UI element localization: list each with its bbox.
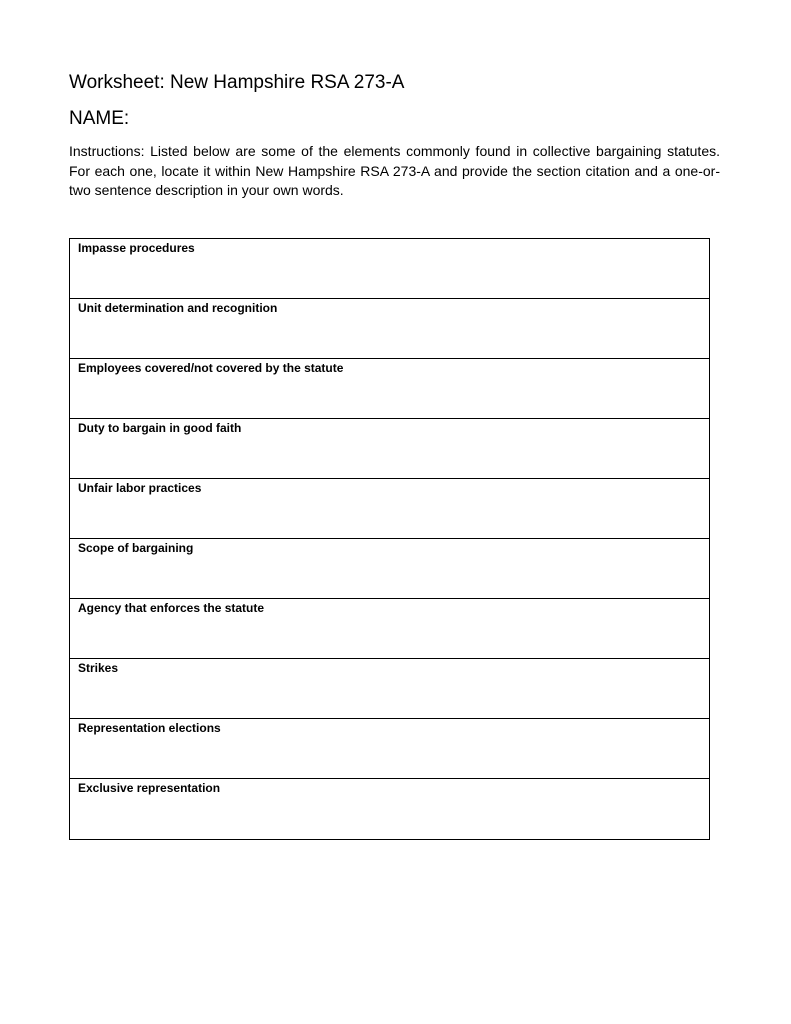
row-label: Exclusive representation: [78, 781, 221, 795]
row-label: Strikes: [78, 661, 119, 675]
table-row[interactable]: [70, 539, 709, 599]
row-label: Duty to bargain in good faith: [78, 421, 242, 435]
name-label: NAME:: [69, 108, 130, 129]
row-label: Scope of bargaining: [78, 541, 194, 555]
row-label: Representation elections: [78, 721, 221, 735]
worksheet-table: [69, 238, 710, 840]
row-label: Employees covered/not covered by the statute: [78, 361, 344, 375]
row-label: Impasse procedures: [78, 241, 195, 255]
table-row[interactable]: [70, 599, 709, 659]
table-row[interactable]: [70, 359, 709, 419]
table-row[interactable]: [70, 479, 709, 539]
row-label: Agency that enforces the statute: [78, 601, 265, 615]
table-row[interactable]: [70, 719, 709, 779]
table-row[interactable]: [70, 779, 709, 839]
table-row[interactable]: [70, 419, 709, 479]
table-row[interactable]: [70, 239, 709, 299]
row-label: Unit determination and recognition: [78, 301, 278, 315]
table-row[interactable]: [70, 299, 709, 359]
page-title: Worksheet: New Hampshire RSA 273-A: [69, 72, 405, 93]
row-label: Unfair labor practices: [78, 481, 202, 495]
instructions-text: Instructions: Listed below are some of the elements commonly found in collective bargaining statutes. For each one, locate it within New Hampshire RSA 273-A and provide the section citation and a one-or-two sentence description in your own words.: [69, 143, 720, 198]
table-row[interactable]: [70, 659, 709, 719]
